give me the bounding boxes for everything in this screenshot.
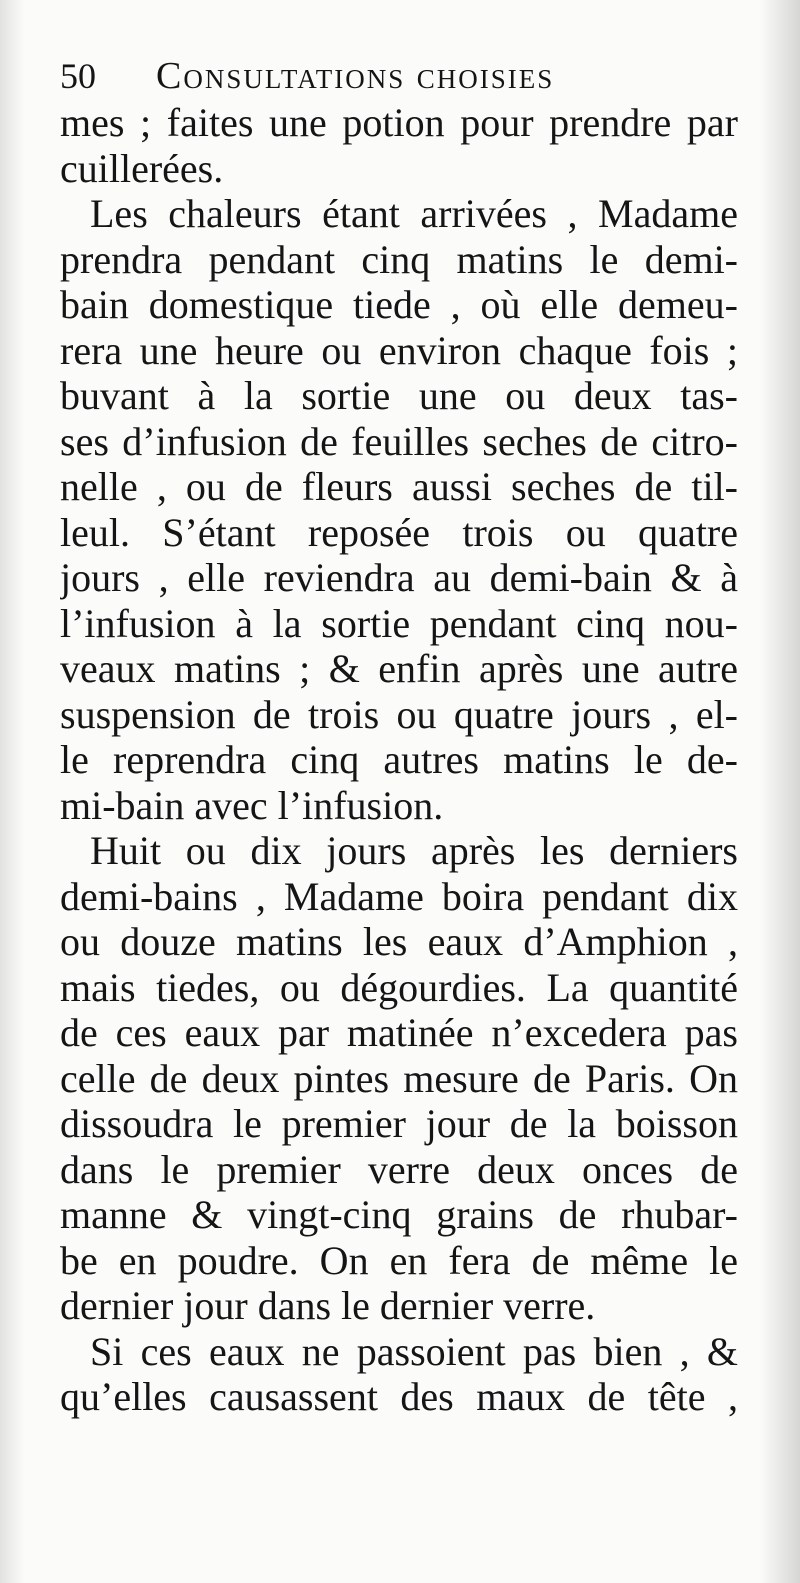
- page-header: [60, 52, 760, 100]
- page-edge-shadow-right: [760, 0, 800, 1583]
- running-title: Consultations choisies: [156, 55, 555, 97]
- text-line: Huit ou dix jours après les derniers: [90, 828, 738, 873]
- text-line: de ces eaux par matinée n’excedera pas: [60, 1010, 738, 1055]
- body-text: [60, 100, 738, 1420]
- text-line: veaux matins ; & enfin après une autre: [60, 646, 738, 691]
- text-line: Les chaleurs étant arrivées , Madame: [90, 191, 738, 236]
- page-number: 50: [60, 56, 96, 96]
- text-line: nelle , ou de fleurs aussi seches de til-: [60, 464, 738, 509]
- paragraph: [60, 1329, 738, 1420]
- text-line: mi-bain avec l’infusion.: [60, 782, 444, 828]
- text-line: leul. S’étant reposée trois ou quatre: [60, 509, 738, 555]
- text-line: manne & vingt-cinq grains de rhubar-: [60, 1192, 738, 1237]
- text-line: ses d’infusion de feuilles seches de citro-: [60, 418, 738, 464]
- text-line: dernier jour dans le dernier verre.: [60, 1283, 596, 1328]
- text-line: dans le premier verre deux onces de: [60, 1146, 738, 1192]
- text-line: dissoudra le premier jour de la boisson: [60, 1101, 738, 1146]
- text-line: mais tiedes, ou dégourdies. La quantité: [60, 964, 738, 1010]
- paragraph: [60, 100, 738, 191]
- text-line: cuillerées.: [60, 145, 224, 191]
- paragraph: [60, 828, 738, 1329]
- text-line: Si ces eaux ne passoient pas bien , &: [90, 1328, 738, 1374]
- text-line: qu’elles causassent des maux de tête ,: [60, 1374, 738, 1419]
- text-line: demi-bains , Madame boira pendant dix: [60, 873, 738, 919]
- text-line: bain domestique tiede , où elle demeu-: [60, 282, 738, 327]
- page-edge-shadow-left: [0, 0, 24, 1583]
- text-line: rera une heure ou environ chaque fois ;: [60, 327, 738, 373]
- text-line: buvant à la sortie une ou deux tas-: [60, 373, 738, 418]
- text-line: l’infusion à la sortie pendant cinq nou-: [60, 600, 738, 646]
- text-line: celle de deux pintes mesure de Paris. On: [60, 1055, 738, 1101]
- text-line: suspension de trois ou quatre jours , el-: [60, 691, 738, 737]
- text-line: mes ; faites une potion pour prendre par: [60, 100, 738, 145]
- text-line: le reprendra cinq autres matins le de-: [60, 737, 738, 782]
- text-line: ou douze matins les eaux d’Amphion ,: [60, 919, 738, 964]
- text-line: be en poudre. On en fera de même le: [60, 1237, 738, 1283]
- paragraph: [60, 191, 738, 828]
- text-line: jours , elle reviendra au demi-bain & à: [60, 555, 738, 600]
- text-line: prendra pendant cinq matins le demi-: [60, 236, 738, 282]
